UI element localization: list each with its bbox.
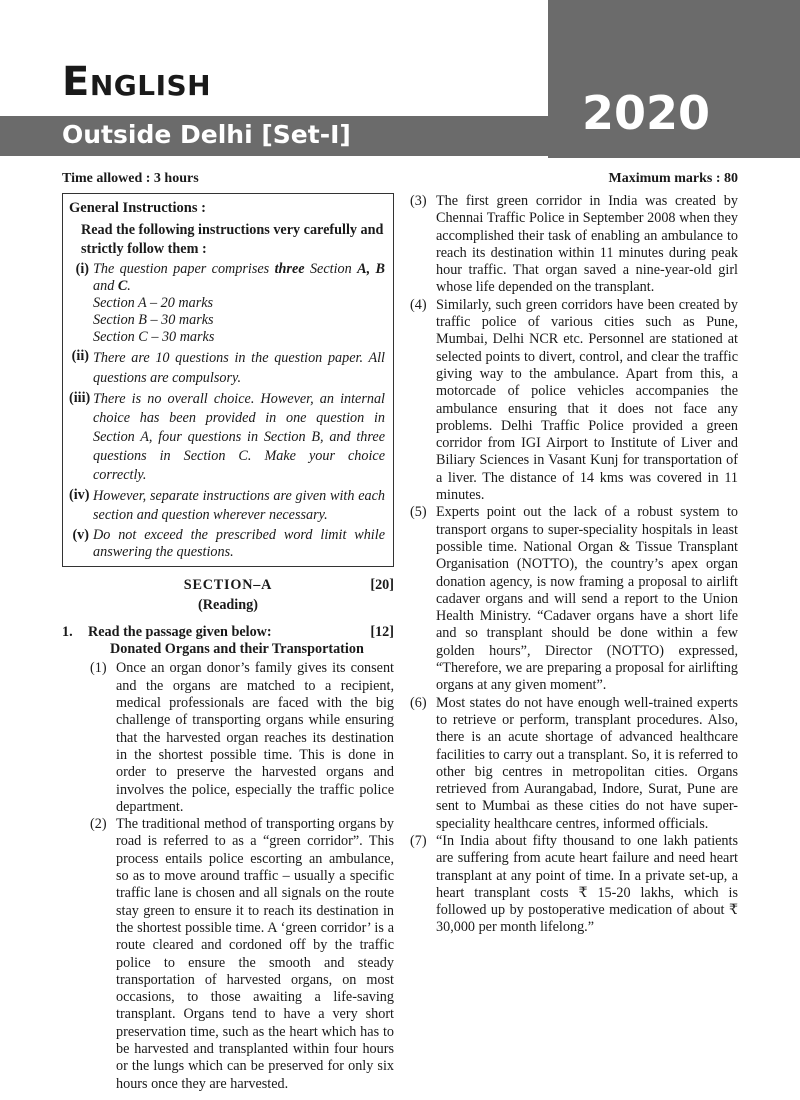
question-number: 1. [62,623,73,640]
instruction-text: There are 10 questions in the question paper. All questions are compulsory. [93,350,385,387]
section-heading [62,577,394,594]
instruction-text-bold: A, B [357,261,385,278]
instruction-item [69,527,385,561]
question-marks: [12] [370,623,394,640]
paragraph-number: (4) [410,296,427,313]
passage-paragraph [410,297,738,505]
paragraph-text: Experts point out the lack of a robust system to transport organs to super-speciality hospitals in least possible time. National Organ & Tissue Transplant Organisation (NOTTO), the country’s apex organ donation agency, is now framing a proposal to airlift cadaver organs and will send a report to the Union Health Ministry. “Cadaver organs have a short life and so transplant should be done within a few golden hours”, Director (NOTTO) expressed, “Therefore, we are preparing a proposal for airlifting organs at any given moment”. [436,504,738,694]
section-marks-line: Section C – 30 marks [93,329,215,346]
passage-title: Donated Organs and their Transportation [110,641,364,658]
right-column [410,193,738,937]
instruction-number: (ii) [71,348,89,365]
instruction-text-part: and [93,278,118,295]
left-column [62,193,394,1093]
paragraph-text: “In India about fifty thousand to one lakh patients are suffering from acute heart failure and need heart transplant at any point of time. In a private set-up, a heart transplant costs ₹ 15-20 lakhs, which is followed up by postoperative medication of about ₹ 30,000 per month lifelong.” [436,832,738,936]
section-marks-line: Section A – 20 marks [93,295,214,312]
instruction-number: (iv) [69,487,90,504]
paragraph-number: (6) [410,694,427,711]
instruction-item [69,390,385,485]
paragraph-number: (7) [410,832,427,849]
passage-paragraph [410,193,738,297]
instruction-number: (iii) [69,390,91,407]
paragraph-text: The traditional method of transporting organs by road is referred to as a “green corridor”. This process entails police escorting an ambulance, so as to move around traffic – usually a specific traffic lane is chosen and all signals on the route stay green to ensure it to reach its destination in the shortest possible time. A ‘green corridor’ is a route cleared and cordoned off by the traffic police to ensure the smooth and steady transportation of harvested organs, on most occasions, to those awaiting a life-saving transplant. Organs tend to have a very short preservation time, such as the heart which has to be harvested and transplanted within four hours or the lungs which can be preserved for only six hours once they are harvested. [116,816,394,1092]
instruction-text: Do not exceed the prescribed word limit while answering the questions. [93,527,385,561]
paragraph-number: (3) [410,193,427,209]
instruction-text: However, separate instructions are given with each section and question wherever necessary. [93,488,385,524]
paragraph-text: Similarly, such green corridors have been created by traffic police of various cities such as Pune, Mumbai, Delhi NCR etc. Personnel are stationed at selected points to divert, control, and clear the traffic giving way to the ambulance. Apart from this, a motorcade of police vehicles accompanies the ambulance ensuring that it does not face any problems. Delhi Traffic Police provided a green corridor from IGI Airport to Institute of Liver and Biliary Sciences in Vasant Kunj for transportation of a liver. The distance of 14 kms was covered in 11 minutes. [436,296,738,504]
instruction-text-part: The question paper comprises [93,261,275,278]
question-row [62,624,394,641]
paragraph-number: (1) [90,660,107,677]
paragraph-text: The first green corridor in India was created by Chennai Traffic Police in September 2008 when they accomplished their task of enabling an ambulance to reach its destination within 11 minutes during peak hour traffic. That organ saved a nine-year-old girl whose life depended on the transplant. [436,193,738,296]
passage-paragraph [410,504,738,694]
instruction-number: (v) [72,527,89,544]
instruction-text-part: . [127,278,131,295]
passage-paragraph [410,695,738,833]
time-allowed: Time allowed : 3 hours [62,171,199,186]
paragraph-number: (5) [410,504,427,521]
passage-paragraph [410,833,738,937]
passage-paragraph [62,660,394,816]
instruction-text: There is no overall choice. However, an internal choice has been provided in one question in Section A, four questions in Section B, and three questions in Section C. Make your choice correctly. [93,391,385,484]
passage-paragraph [62,816,394,1093]
instructions-heading: General Instructions : [69,200,206,216]
section-marks-line: Section B – 30 marks [93,312,214,329]
general-instructions-box [62,193,394,567]
instruction-item [69,487,385,525]
instruction-text-bold: three [274,261,305,278]
instruction-number: (i) [75,261,89,278]
instruction-text [93,261,385,346]
maximum-marks: Maximum marks : 80 [608,171,738,186]
question-prompt: Read the passage given below: [88,623,272,640]
section-label: SECTION–A [183,577,273,594]
instruction-item [69,348,385,388]
instruction-text-part: Section [304,261,358,278]
subject-title: English [62,59,212,105]
exam-year: 2020 [582,86,711,140]
instruction-text-bold: C [117,278,128,295]
paper-subtitle: Outside Delhi [Set-I] [62,120,351,149]
paragraph-text: Most states do not have enough well-trained experts to retrieve or perform, transplant procedures. Also, there is an acute shortage of advanced healthcare facilities to carry out a transplant. So, it is referred to other big centres in metropolitan cities. Organs retrieved from Aurangabad, Indore, Surat, Pune are sent to Mumbai as these cities do not have super-speciality healthcare centres, informed officials. [436,694,738,832]
paragraph-number: (2) [90,816,107,833]
paragraph-text: Once an organ donor’s family gives its consent and the organs are matched to a recipient, medical professionals are faced with the big challenge of transporting organs while ensuring that the harvested organ reaches its destination in the shortest possible time. This is done in order to preserve the harvested organs and involves the police, especially the traffic police department. [116,660,394,815]
section-marks: [20] [370,577,394,594]
section-subtitle: (Reading) [198,596,258,613]
instructions-intro: Read the following instructions very carefully and strictly follow them : [81,222,384,258]
instruction-item [69,261,385,346]
